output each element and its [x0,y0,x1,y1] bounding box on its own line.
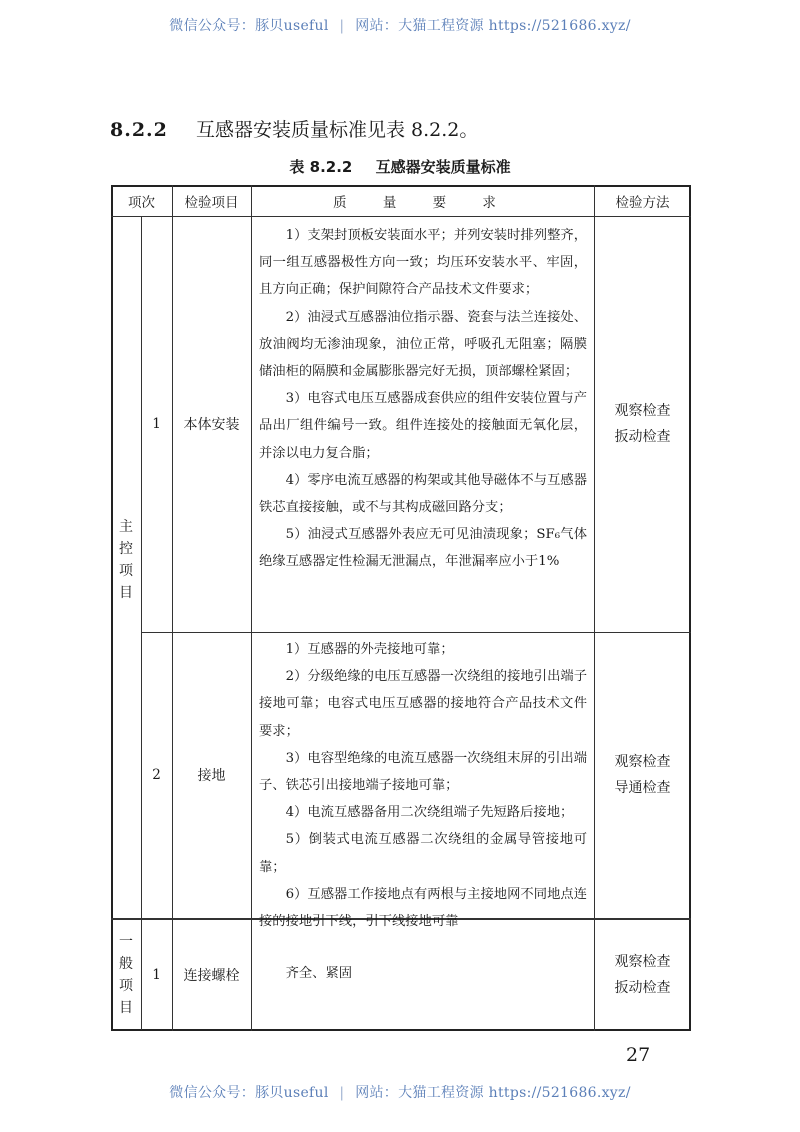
requirement-line: 1）支架封顶板安装面水平；并列安装时排列整齐，同一组互感器极性方向一致；均压环安装水平、牢固，且方向正确；保护间隙符合产品技术文件要求； [259,228,587,298]
row-requirements-grounding [259,636,587,935]
header-inspection-method: 检验方法 [615,194,670,211]
row-number: 1 [152,416,161,432]
watermark-bottom [0,1082,800,1102]
row-method-bolts: 观察检查 扳动检查 [614,954,671,996]
requirement-line: 齐全、紧固 [285,966,353,981]
table-caption [0,156,800,177]
watermark-top [0,15,800,35]
page-number: 27 [626,1044,651,1066]
header-item-order: 项次 [128,194,155,211]
row-number: 1 [152,967,161,983]
requirement-line: 4）零序电流互感器的构架或其他导磁体不与互感器铁芯直接接触，或不与其构成磁回路分支； [259,472,587,516]
row-method-body-install: 观察检查 扳动检查 [614,403,671,445]
requirement-line: 4）电流互感器备用二次绕组端子先短路后接地； [285,805,574,821]
table-caption-title: 互感器安装质量标准 [375,158,511,176]
watermark-separator: | [339,18,345,34]
watermark-wechat: 微信公众号：豚贝useful [169,18,329,34]
header-inspection-item: 检验项目 [184,194,239,211]
watermark-website: 网站：大猫工程资源 https://521686.xyz/ [355,18,631,34]
requirement-line: 3）电容式电压互感器成套供应的组件安装位置与产品出厂组件编号一致。组件连接处的接触面无氧化层，并涂以电力复合脂； [259,391,587,461]
section-heading [110,115,478,142]
requirement-line: 2）分级绝缘的电压互感器一次绕组的接地引出端子接地可靠；电容式电压互感器的接地符合产品技术文件要求； [259,669,587,739]
requirement-line: 3）电容型绝缘的电流互感器一次绕组末屏的引出端子、铁芯引出接地端子接地可靠； [259,750,587,794]
group-label-general: 一 般 项 目 [119,934,133,1016]
row-requirements-bolts [259,960,587,987]
row-item-grounding: 接地 [197,768,226,784]
row-method-grounding: 观察检查 导通检查 [614,754,671,796]
group-label-main-control: 主 控 项 目 [119,519,133,601]
section-text: 互感器安装质量标准见表 8.2.2。 [195,119,479,141]
requirement-line: 6）互感器工作接地点有两根与主接地网不同地点连接的接地引下线，引下线接地可靠 [259,886,587,930]
requirement-line: 1）互感器的外壳接地可靠； [285,642,454,657]
requirement-line: 5）油浸式互感器外表应无可见油渍现象；SF₆气体绝缘互感器定性检漏无泄漏点，年泄漏率应小于1% [259,527,587,570]
watermark-wechat: 微信公众号：豚贝useful [169,1085,329,1101]
section-number: 8.2.2 [110,119,168,141]
row-requirements-body-install [259,222,587,576]
table-caption-number: 表 8.2.2 [289,158,353,176]
col-divider-req [251,185,252,1031]
row-item-bolts: 连接螺栓 [183,968,240,984]
requirement-line: 5）倒装式电流互感器二次绕组的金属导管接地可靠； [259,832,587,875]
requirement-line: 2）油浸式互感器油位指示器、瓷套与法兰连接处、放油阀均无渗油现象，油位正常，呼吸孔无阻塞；隔膜储油柜的隔膜和金属膨胀器完好无损，顶部螺栓紧固； [259,309,587,380]
row-number: 2 [152,767,161,783]
row-item-body-install: 本体安装 [183,417,240,433]
header-quality-requirement: 质 量 要 求 [333,194,512,211]
watermark-website: 网站：大猫工程资源 https://521686.xyz/ [355,1085,631,1101]
watermark-separator: | [339,1085,345,1101]
